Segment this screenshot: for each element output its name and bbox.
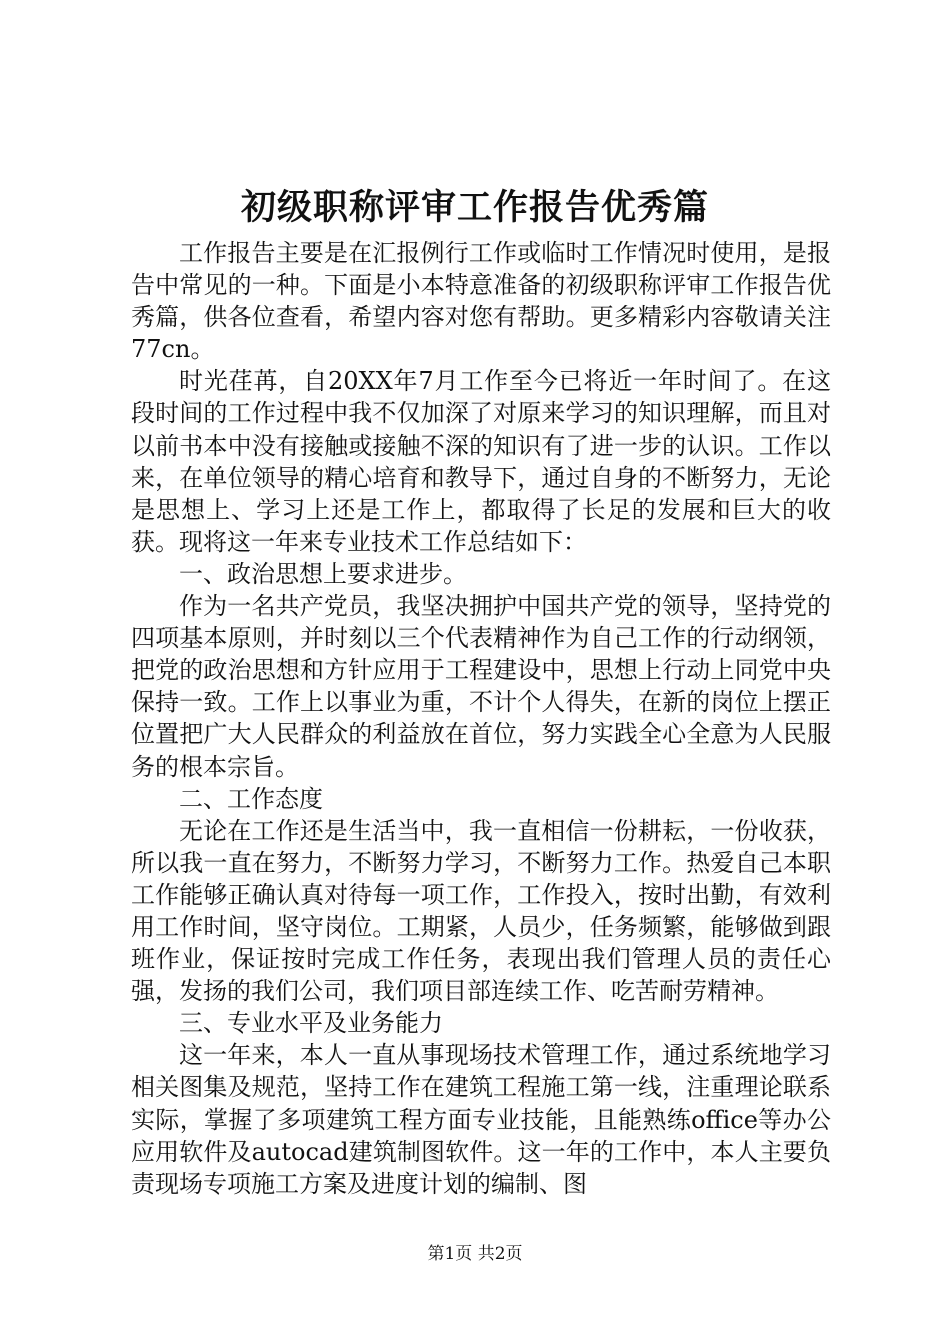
intro-paragraph: 工作报告主要是在汇报例行工作或临时工作情况时使用，是报告中常见的一种。下面是小本特意准备的初级职称评审工作报告优秀篇，供各位查看，希望内容对您有帮助。更多精彩内容敬请关注77cn。 — [131, 239, 831, 364]
section-heading-skills: 三、专业水平及业务能力 — [179, 1009, 443, 1038]
section-heading-attitude: 二、工作态度 — [179, 784, 323, 813]
section-heading-politics: 一、政治思想上要求进步。 — [179, 559, 467, 588]
document-title: 初级职称评审工作报告优秀篇 — [240, 187, 709, 228]
politics-paragraph: 作为一名共产党员，我坚决拥护中国共产党的领导，坚持党的四项基本原则，并时刻以三个代表精神作为自己工作的行动纲领，把党的政治思想和方针应用于工程建设中，思想上行动上同党中央保持一致。工作上以事业为重，不计个人得失，在新的岗位上摆正位置把广大人民群众的利益放在首位，努力实践全心全意为人民服务的根本宗旨。 — [131, 592, 831, 781]
overview-paragraph: 时光荏苒，自20XX年7月工作至今已将近一年时间了。在这段时间的工作过程中我不仅加深了对原来学习的知识理解，而且对以前书本中没有接触或接触不深的知识有了进一步的认识。工作以来，在单位领导的精心培育和教导下，通过自身的不断努力，无论是思想上、学习上还是工作上，都取得了长足的发展和巨大的收获。现将这一年来专业技术工作总结如下： — [131, 367, 831, 556]
page-footer: 第1页 共2页 — [427, 1244, 523, 1264]
attitude-paragraph: 无论在工作还是生活当中，我一直相信一份耕耘，一份收获，所以我一直在努力，不断努力学习，不断努力工作。热爱自己本职工作能够正确认真对待每一项工作，工作投入，按时出勤，有效利用工作时间，坚守岗位。工期紧，人员少，任务频繁，能够做到跟班作业，保证按时完成工作任务，表现出我们管理人员的责任心强，发扬的我们公司，我们项目部连续工作、吃苦耐劳精神。 — [131, 816, 831, 1006]
document-body — [131, 237, 831, 1200]
skills-paragraph: 这一年来，本人一直从事现场技术管理工作，通过系统地学习相关图集及规范，坚持工作在建筑工程施工第一线，注重理论联系实际，掌握了多项建筑工程方面专业技能，且能熟练office等办公应用软件及autocad建筑制图软件。这一年的工作中，本人主要负责现场专项施工方案及进度计划的编制、图 — [131, 1041, 831, 1198]
